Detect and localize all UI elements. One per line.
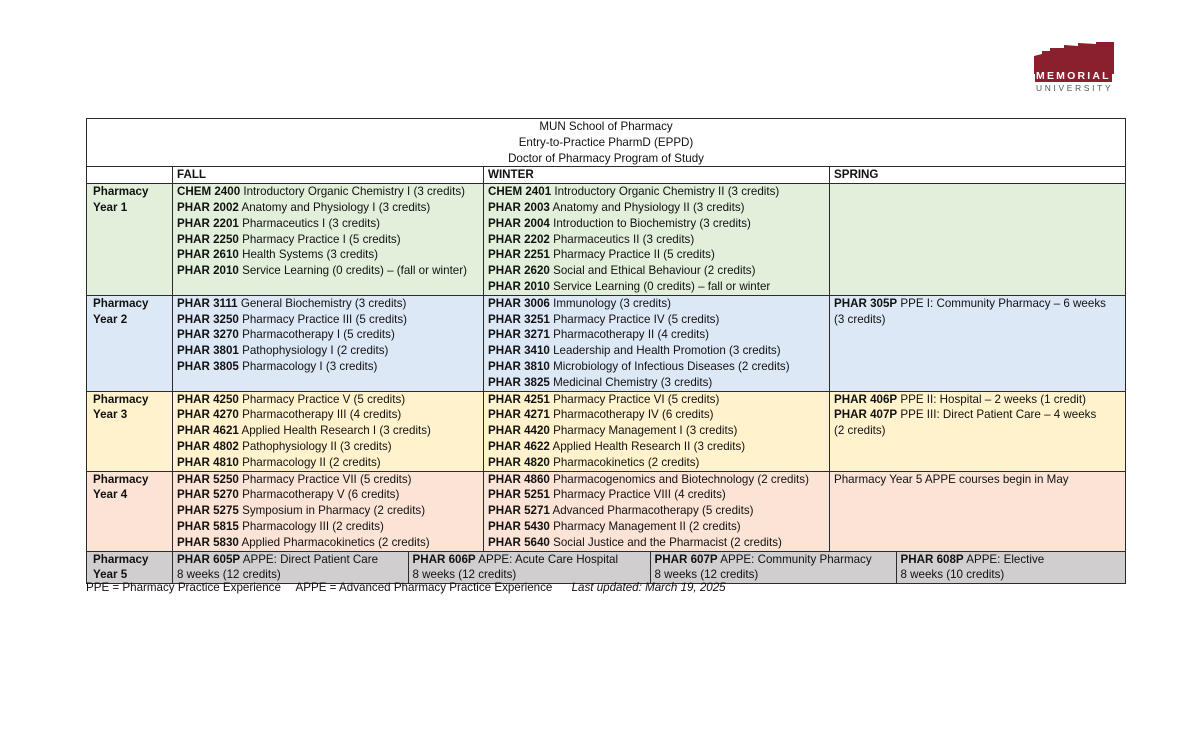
year-1-spring-courses xyxy=(830,184,1126,296)
appe-community-pharmacy: PHAR 607P APPE: Community Pharmacy 8 weeks (12 credits) xyxy=(650,552,896,584)
course-item: PHAR 406P PPE II: Hospital – 2 weeks (1 credit) xyxy=(834,392,1086,406)
year-1-fall-courses xyxy=(173,184,484,296)
footnote xyxy=(86,581,738,594)
course-item: PHAR 2010 Service Learning (0 credits) – (fall or winter) xyxy=(177,264,467,278)
year-1-winter-courses xyxy=(484,184,830,296)
logo-text-university: UNIVERSITY xyxy=(1036,83,1114,93)
year-1-label: Pharmacy Year 1 xyxy=(87,184,173,296)
course-item: PHAR 5830 Applied Pharmacokinetics (2 credits) xyxy=(177,535,430,549)
course-item: PHAR 2003 Anatomy and Physiology II (3 credits) xyxy=(488,200,745,214)
term-header-row xyxy=(87,167,1126,184)
title-line-program: Entry-to-Practice PharmD (EPPD) xyxy=(518,135,694,149)
header-blank-cell xyxy=(87,167,173,184)
course-item: PHAR 5815 Pharmacology III (2 credits) xyxy=(177,519,384,533)
year-3-fall-courses xyxy=(173,391,484,471)
year-3-spring-courses xyxy=(830,391,1126,471)
course-item: PHAR 3270 Pharmacotherapy I (5 credits) xyxy=(177,328,395,342)
course-item: PHAR 4271 Pharmacotherapy IV (6 credits) xyxy=(488,408,714,422)
memorial-university-logo xyxy=(1034,42,1116,94)
course-item: PHAR 4810 Pharmacology II (2 credits) xyxy=(177,455,381,469)
course-item: PHAR 4621 Applied Health Research I (3 credits) xyxy=(177,424,431,438)
course-item: PHAR 4860 Pharmacogenomics and Biotechnology (2 credits) xyxy=(488,472,809,486)
appe-table xyxy=(173,552,1125,584)
course-item: PHAR 4802 Pathophysiology II (3 credits) xyxy=(177,439,392,453)
course-item: PHAR 4270 Pharmacotherapy III (4 credits) xyxy=(177,408,402,422)
footnote-appe: APPE = Advanced Pharmacy Practice Experience xyxy=(295,581,553,594)
table-title xyxy=(87,119,1126,167)
course-item: CHEM 2401 Introductory Organic Chemistry II (3 credits) xyxy=(488,185,780,199)
course-item: PHAR 2004 Introduction to Biochemistry (3 credits) xyxy=(488,216,751,230)
last-updated: Last updated: March 19, 2025 xyxy=(571,581,726,594)
course-item: PHAR 3111 General Biochemistry (3 credits) xyxy=(177,296,407,310)
course-item: PHAR 5250 Pharmacy Practice VII (5 credits) xyxy=(177,472,412,486)
year-4-spring-courses xyxy=(830,471,1126,551)
footnote-ppe: PPE = Pharmacy Practice Experience xyxy=(86,581,281,594)
course-item-continued: (2 credits) xyxy=(834,424,886,438)
course-item: PHAR 2251 Pharmacy Practice II (5 credits) xyxy=(488,248,715,262)
year-2-fall-courses xyxy=(173,295,484,391)
course-item: PHAR 2202 Pharmaceutics II (3 credits) xyxy=(488,232,695,246)
title-line-school: MUN School of Pharmacy xyxy=(539,120,673,133)
year-2-spring-courses xyxy=(830,295,1126,391)
course-item: PHAR 305P PPE I: Community Pharmacy – 6 weeks xyxy=(834,296,1106,310)
header-spring: SPRING xyxy=(830,167,1126,184)
course-item: PHAR 3810 Microbiology of Infectious Diseases (2 credits) xyxy=(488,359,790,373)
course-item: PHAR 3805 Pharmacology I (3 credits) xyxy=(177,359,378,373)
course-item: PHAR 3410 Leadership and Health Promotion (3 credits) xyxy=(488,344,781,358)
appe-acute-care-hospital: PHAR 606P APPE: Acute Care Hospital 8 weeks (12 credits) xyxy=(408,552,650,584)
year-4-row xyxy=(87,471,1126,551)
course-item: PHAR 4420 Pharmacy Management I (3 credits) xyxy=(488,424,738,438)
course-item: PHAR 4622 Applied Health Research II (3 credits) xyxy=(488,439,746,453)
logo-text-memorial: MEMORIAL xyxy=(1036,70,1111,82)
appe-elective: PHAR 608P APPE: Elective 8 weeks (10 credits) xyxy=(896,552,1125,584)
year-4-label: Pharmacy Year 4 xyxy=(87,471,173,551)
header-fall: FALL xyxy=(173,167,484,184)
course-item: PHAR 4251 Pharmacy Practice VI (5 credits) xyxy=(488,392,720,406)
course-item: PHAR 5271 Advanced Pharmacotherapy (5 credits) xyxy=(488,504,754,518)
course-item: PHAR 5275 Symposium in Pharmacy (2 credits) xyxy=(177,504,426,518)
course-item: PHAR 2620 Social and Ethical Behaviour (2 credits) xyxy=(488,264,756,278)
course-item: PHAR 2610 Health Systems (3 credits) xyxy=(177,248,379,262)
course-item: PHAR 2201 Pharmaceutics I (3 credits) xyxy=(177,216,380,230)
header-winter: WINTER xyxy=(484,167,830,184)
year-4-fall-courses xyxy=(173,471,484,551)
course-item: CHEM 2400 Introductory Organic Chemistry I (3 credits) xyxy=(177,185,466,199)
year-4-winter-courses xyxy=(484,471,830,551)
year-2-row xyxy=(87,295,1126,391)
spring-note: Pharmacy Year 5 APPE courses begin in May xyxy=(834,472,1069,486)
year-3-winter-courses xyxy=(484,391,830,471)
course-item: PHAR 2010 Service Learning (0 credits) – fall or winter xyxy=(488,279,771,293)
course-item: PHAR 5640 Social Justice and the Pharmacist (2 credits) xyxy=(488,535,782,549)
course-item-continued: (3 credits) xyxy=(834,312,886,326)
course-item: PHAR 3006 Immunology (3 credits) xyxy=(488,296,672,310)
year-5-appe-cell xyxy=(173,551,1126,584)
course-item: PHAR 3250 Pharmacy Practice III (5 credits) xyxy=(177,312,408,326)
program-table-wrapper xyxy=(86,118,1125,584)
course-item: PHAR 407P PPE III: Direct Patient Care – 4 weeks xyxy=(834,408,1097,422)
course-item: PHAR 5251 Pharmacy Practice VIII (4 credits) xyxy=(488,488,726,502)
title-line-degree: Doctor of Pharmacy Program of Study xyxy=(508,151,704,165)
course-item: PHAR 3801 Pathophysiology I (2 credits) xyxy=(177,344,389,358)
course-item: PHAR 2002 Anatomy and Physiology I (3 credits) xyxy=(177,200,431,214)
course-item: PHAR 3251 Pharmacy Practice IV (5 credits) xyxy=(488,312,720,326)
course-item: PHAR 5270 Pharmacotherapy V (6 credits) xyxy=(177,488,400,502)
year-1-row xyxy=(87,184,1126,296)
course-item: PHAR 4250 Pharmacy Practice V (5 credits) xyxy=(177,392,406,406)
course-item: PHAR 2250 Pharmacy Practice I (5 credits) xyxy=(177,232,401,246)
course-item: PHAR 4820 Pharmacokinetics (2 credits) xyxy=(488,455,700,469)
course-item: PHAR 3271 Pharmacotherapy II (4 credits) xyxy=(488,328,710,342)
appe-direct-patient-care: PHAR 605P APPE: Direct Patient Care 8 weeks (12 credits) xyxy=(173,552,408,584)
year-3-label: Pharmacy Year 3 xyxy=(87,391,173,471)
year-2-label: Pharmacy Year 2 xyxy=(87,295,173,391)
course-item: PHAR 5430 Pharmacy Management II (2 credits) xyxy=(488,519,741,533)
course-item: PHAR 3825 Medicinal Chemistry (3 credits) xyxy=(488,375,713,389)
program-of-study-table xyxy=(86,118,1126,584)
year-5-label: Pharmacy Year 5 xyxy=(87,551,173,584)
year-3-row xyxy=(87,391,1126,471)
year-2-winter-courses xyxy=(484,295,830,391)
year-5-row xyxy=(87,551,1126,584)
